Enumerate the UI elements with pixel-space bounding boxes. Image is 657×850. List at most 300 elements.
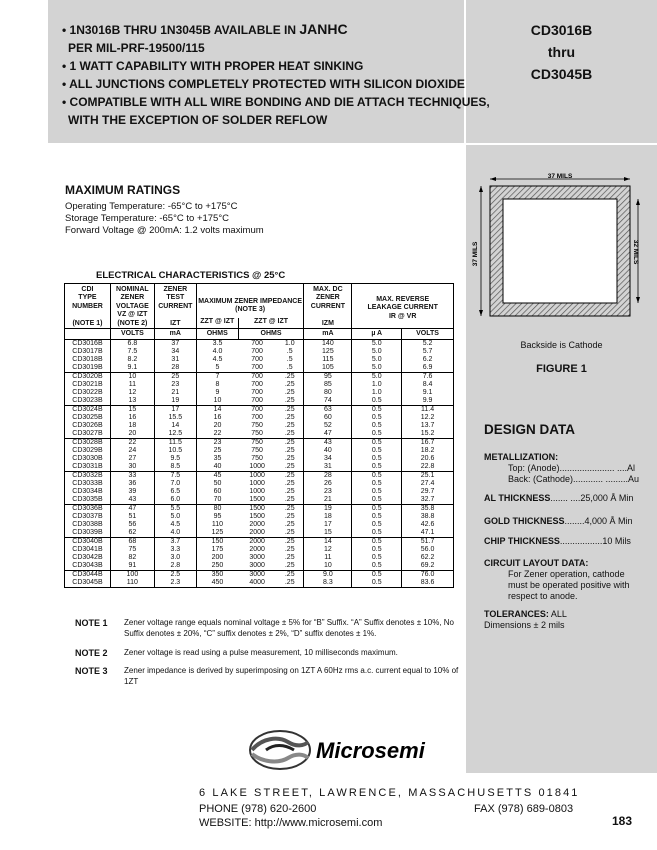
- cell-value: 25.1: [420, 472, 435, 480]
- cell-zzk: [238, 373, 276, 406]
- cell-value: 7.5: [127, 348, 138, 356]
- cell-value: .25: [284, 463, 295, 471]
- cell-value: 74: [323, 397, 332, 405]
- cell-value: 15: [323, 529, 332, 537]
- cell-value: 37: [171, 340, 180, 348]
- cell-value: 3000: [249, 562, 265, 570]
- cell-vz: [110, 505, 154, 538]
- cell-value: 13.7: [420, 422, 435, 430]
- arrow-icon: [490, 177, 496, 181]
- cell-value: 125: [211, 529, 224, 537]
- cell-value: 4.5: [170, 521, 181, 529]
- cell-value: 27: [128, 455, 137, 463]
- part-from: CD3016B: [530, 22, 593, 38]
- cell-value: 62: [128, 529, 137, 537]
- cell-value: .25: [284, 480, 295, 488]
- cell-value: 8.3: [323, 579, 333, 587]
- cell-value: 15.5: [168, 414, 183, 422]
- cell-value: CD3033B: [72, 480, 103, 488]
- cell-zzt: [196, 340, 238, 373]
- cell-value: 0.5: [371, 397, 382, 405]
- cell-value: .25: [284, 389, 295, 397]
- cell-value: 23: [171, 381, 180, 389]
- feature-1: • 1N3016B THRU 1N3045B AVAILABLE IN: [62, 23, 297, 37]
- h-impedance: MAXIMUM ZENER IMPEDANCE (NOTE 3): [196, 284, 304, 318]
- metallization: [484, 452, 652, 485]
- u-ohms: OHMS: [196, 329, 238, 340]
- cell-value: 47: [323, 430, 332, 438]
- cell-zzt: [196, 439, 238, 472]
- cell-value: 25: [213, 447, 222, 455]
- cell-value: .25: [284, 513, 295, 521]
- cell-value: 0.5: [371, 521, 382, 529]
- cell-value: 43: [323, 439, 332, 447]
- cell-value: 2000: [249, 538, 265, 546]
- figure-caption: FIGURE 1: [536, 363, 587, 375]
- cell-value: CD3045B: [72, 579, 103, 587]
- cell-value: 12: [128, 389, 137, 397]
- cell-value: CD3037B: [72, 513, 103, 521]
- feature-1-janhc: JANHC: [299, 21, 348, 37]
- cell-value: CD3017B: [72, 348, 103, 356]
- cell-value: 7: [215, 373, 220, 381]
- cell-value: 1000: [249, 463, 265, 471]
- cell-value: 0.5: [371, 546, 382, 554]
- cell-value: 82: [128, 554, 137, 562]
- cell-vz: [110, 538, 154, 571]
- h-test: ZENER TEST CURRENT IZT: [154, 284, 196, 329]
- cell-value: CD3016B: [72, 340, 103, 348]
- cell-value: 68: [128, 538, 137, 546]
- cell-value: 20: [213, 422, 222, 430]
- cell-value: CD3023B: [72, 397, 103, 405]
- cell-value: .25: [284, 529, 295, 537]
- cell-value: 15.2: [420, 430, 435, 438]
- al-thickness: AL THICKNESS....... ....25,000 Å Min: [484, 493, 634, 503]
- cell-value: CD3043B: [72, 562, 103, 570]
- table-row-group: [65, 406, 454, 439]
- cell-value: 350: [211, 571, 224, 579]
- cell-vr: [402, 538, 454, 571]
- cell-value: 76.0: [420, 571, 435, 579]
- cell-value: 26: [323, 480, 332, 488]
- cell-value: 4.0: [170, 529, 181, 537]
- cell-value: 0.5: [371, 505, 382, 513]
- cell-value: 150: [211, 538, 224, 546]
- cell-value: 2000: [249, 546, 265, 554]
- cell-value: 52: [323, 422, 332, 430]
- cell-ir: [352, 472, 402, 505]
- cell-value: 175: [211, 546, 224, 554]
- cell-value: CD3028B: [72, 439, 103, 447]
- cell-value: 1500: [249, 513, 265, 521]
- cell-value: CD3018B: [72, 356, 103, 364]
- cell-value: .25: [284, 472, 295, 480]
- cell-value: CD3044B: [72, 571, 103, 579]
- cell-value: 0.5: [371, 529, 382, 537]
- cell-zzk: [238, 505, 276, 538]
- cell-izm: [304, 505, 352, 538]
- cell-value: 6.5: [170, 488, 181, 496]
- cell-value: 700: [251, 406, 263, 414]
- cell-value: 250: [211, 562, 224, 570]
- cell-izk: [276, 340, 304, 373]
- feature-2: • 1 WATT CAPABILITY WITH PROPER HEAT SINKING: [62, 59, 364, 73]
- cell-izm: [304, 538, 352, 571]
- cell-value: CD3020B: [72, 373, 103, 381]
- cell-value: .25: [284, 505, 295, 513]
- footer-phone: PHONE (978) 620-2600: [199, 803, 317, 815]
- backside-note: Backside is Cathode: [520, 340, 603, 350]
- cell-value: 0.5: [371, 480, 382, 488]
- cell-izk: [276, 439, 304, 472]
- cell-value: 3.0: [170, 554, 181, 562]
- dim-right-label: 32 MILS: [632, 239, 639, 265]
- cell-value: 27.4: [420, 480, 435, 488]
- cell-value: 22.8: [420, 463, 435, 471]
- cell-value: 0.5: [371, 571, 382, 579]
- feature-1b: PER MIL-PRF-19500/115: [68, 41, 205, 55]
- cell-zzk: [238, 406, 276, 439]
- cell-vz: [110, 571, 154, 588]
- cell-value: 2000: [249, 521, 265, 529]
- note-2-text: Zener voltage is read using a pulse measurement, 10 milliseconds maximum.: [124, 648, 398, 657]
- cell-value: CD3032B: [72, 472, 103, 480]
- cell-value: 16: [213, 414, 222, 422]
- cell-value: 18: [128, 422, 137, 430]
- cell-vr: [402, 505, 454, 538]
- cell-value: 31: [171, 356, 180, 364]
- cell-value: 1.0: [284, 340, 295, 348]
- cell-value: 19: [323, 505, 332, 513]
- metal-top: Top: (Anode)...................... ....Al: [508, 463, 636, 473]
- cell-value: 6.2: [422, 356, 433, 364]
- cell-value: 40: [323, 447, 332, 455]
- cell-value: 700: [251, 340, 263, 348]
- cell-value: 3.5: [212, 340, 223, 348]
- cell-type: [65, 505, 111, 538]
- cell-value: CD3024B: [72, 406, 103, 414]
- cell-vr: [402, 472, 454, 505]
- cell-vr: [402, 406, 454, 439]
- arrow-icon: [636, 297, 640, 303]
- cell-value: 31: [323, 463, 332, 471]
- cell-value: .5: [286, 356, 293, 364]
- cell-value: 7.5: [170, 472, 181, 480]
- cell-value: 5.0: [371, 340, 382, 348]
- cell-value: 47: [128, 505, 137, 513]
- cell-value: 11.4: [421, 406, 435, 414]
- cell-value: 20: [128, 430, 137, 438]
- cell-value: 17: [171, 406, 180, 414]
- cell-value: .25: [284, 430, 295, 438]
- cell-value: CD3031B: [72, 463, 103, 471]
- cell-value: 8.5: [170, 463, 181, 471]
- cell-value: 36: [128, 480, 137, 488]
- cell-value: 16: [128, 414, 137, 422]
- cell-value: 0.5: [371, 447, 382, 455]
- metal-back: Back: (Cathode)............ .........Au: [508, 474, 640, 484]
- table-title: ELECTRICAL CHARACTERISTICS @ 25°C: [96, 270, 286, 281]
- microsemi-logo: [248, 728, 448, 772]
- cell-value: 80: [213, 505, 222, 513]
- cell-value: 5.0: [371, 373, 382, 381]
- table-row-group: [65, 373, 454, 406]
- cell-zzt: [196, 472, 238, 505]
- cell-value: 18: [323, 513, 332, 521]
- cell-value: 1000: [249, 472, 265, 480]
- cell-value: CD3041B: [72, 546, 103, 554]
- cell-izk: [276, 571, 304, 588]
- cell-value: 4000: [249, 579, 265, 587]
- h-dc: MAX. DC ZENER CURRENT IZM: [304, 284, 352, 329]
- cell-value: 115: [322, 356, 334, 364]
- cell-value: 3000: [249, 571, 265, 579]
- cell-value: 29.7: [420, 488, 435, 496]
- cell-value: 110: [126, 579, 138, 587]
- cell-izm: [304, 340, 352, 373]
- note-1-key: NOTE 1: [75, 618, 108, 628]
- cell-value: 51.7: [420, 538, 435, 546]
- cell-type: [65, 373, 111, 406]
- cell-value: CD3022B: [72, 389, 103, 397]
- cell-value: 2000: [249, 529, 265, 537]
- cell-value: 6.0: [170, 496, 181, 504]
- cell-zzt: [196, 571, 238, 588]
- cell-value: .25: [284, 381, 295, 389]
- cell-value: 12: [323, 546, 332, 554]
- table-row-group: [65, 340, 454, 373]
- electrical-characteristics-table: [64, 283, 454, 588]
- table-row-group: [65, 538, 454, 571]
- cell-value: 14: [323, 538, 332, 546]
- cell-vr: [402, 439, 454, 472]
- cell-value: CD3026B: [72, 422, 103, 430]
- table-row-group: [65, 472, 454, 505]
- cell-value: 1.0: [371, 381, 382, 389]
- cell-vz: [110, 472, 154, 505]
- arrow-icon: [624, 177, 630, 181]
- cell-zzt: [196, 538, 238, 571]
- tolerances: TOLERANCES: ALL Dimensions ± 2 mils: [484, 609, 652, 631]
- cell-value: 750: [251, 447, 263, 455]
- cell-value: CD3039B: [72, 529, 103, 537]
- tol-text: Dimensions ± 2 mils: [484, 620, 565, 630]
- cell-value: 0.5: [371, 562, 382, 570]
- cell-zzt: [196, 406, 238, 439]
- cell-value: 28: [323, 472, 332, 480]
- cell-value: 10: [128, 373, 137, 381]
- cell-value: 5.0: [371, 364, 382, 372]
- cell-value: 47.1: [420, 529, 435, 537]
- cell-value: 16.7: [420, 439, 435, 447]
- feature-4: • COMPATIBLE WITH ALL WIRE BONDING AND DIE ATTACH TECHNIQUES,: [62, 95, 490, 109]
- cell-value: 10.5: [168, 447, 183, 455]
- cell-value: 5.0: [371, 348, 382, 356]
- cell-izk: [276, 373, 304, 406]
- cell-value: 100: [126, 571, 139, 579]
- cell-vz: [110, 406, 154, 439]
- cell-value: 21: [171, 389, 180, 397]
- cell-value: 0.5: [371, 422, 382, 430]
- cell-value: 40: [213, 463, 222, 471]
- cell-value: 700: [251, 397, 263, 405]
- cell-value: 28: [171, 364, 180, 372]
- cell-value: 70: [213, 496, 222, 504]
- table-row-group: [65, 505, 454, 538]
- cell-izt: [154, 505, 196, 538]
- cell-ir: [352, 439, 402, 472]
- cell-value: 1500: [249, 496, 265, 504]
- cell-value: CD3027B: [72, 430, 103, 438]
- table-row-group: [65, 439, 454, 472]
- cell-value: 22: [213, 430, 222, 438]
- cell-value: 1.0: [371, 389, 382, 397]
- cell-ir: [352, 373, 402, 406]
- table-body: [65, 340, 454, 588]
- cell-value: CD3038B: [72, 521, 103, 529]
- cell-vz: [110, 373, 154, 406]
- cell-izm: [304, 472, 352, 505]
- cell-value: 18.2: [420, 447, 435, 455]
- footer-website[interactable]: WEBSITE: http://www.microsemi.com: [199, 817, 383, 829]
- cell-izt: [154, 571, 196, 588]
- cell-value: 700: [251, 414, 263, 422]
- cell-ir: [352, 571, 402, 588]
- cell-value: 20.6: [420, 455, 435, 463]
- max-ratings-title: MAXIMUM RATINGS: [65, 183, 181, 197]
- cell-izt: [154, 472, 196, 505]
- cell-value: 0.5: [371, 406, 382, 414]
- cell-value: 0.5: [371, 538, 382, 546]
- cell-value: 23: [213, 439, 222, 447]
- cell-value: 35: [213, 455, 222, 463]
- cell-value: 10: [323, 562, 332, 570]
- cell-value: CD3040B: [72, 538, 103, 546]
- tol-label: TOLERANCES:: [484, 609, 549, 619]
- cell-value: 450: [211, 579, 224, 587]
- cell-ir: [352, 538, 402, 571]
- dim-left-label: 37 MILS: [472, 241, 479, 267]
- cell-value: 105: [322, 364, 334, 372]
- cell-zzk: [238, 571, 276, 588]
- cell-value: 12.5: [168, 430, 183, 438]
- cell-value: CD3036B: [72, 505, 103, 513]
- cell-izt: [154, 340, 196, 373]
- cell-value: 34: [323, 455, 332, 463]
- cell-value: 35.8: [420, 505, 435, 513]
- cell-value: 1500: [249, 505, 265, 513]
- cell-value: .25: [284, 455, 295, 463]
- cell-value: 2.8: [170, 562, 181, 570]
- cell-value: 8.4: [422, 381, 433, 389]
- cell-value: 9.1: [127, 364, 138, 372]
- cell-value: .25: [284, 406, 295, 414]
- cell-vz: [110, 439, 154, 472]
- cell-value: 11: [324, 554, 332, 562]
- cell-value: 25: [171, 373, 180, 381]
- cell-value: 750: [251, 439, 263, 447]
- cell-value: 9.5: [170, 455, 181, 463]
- page-number: 183: [612, 814, 633, 828]
- note-1-text: Zener voltage range equals nominal voltage ± 5% for “B” Suffix. “A” Suffix denotes ± 10%, No Suffix denotes ± 20%, “C” suffix denotes ± 2%, “D” suffix denotes ± 1%.: [124, 618, 454, 638]
- gold-thickness: GOLD THICKNESS........4,000 Å Min: [484, 516, 633, 526]
- cell-value: 15: [128, 406, 137, 414]
- cell-value: 700: [251, 356, 263, 364]
- chip-thickness: CHIP THICKNESS.................10 Mils: [484, 536, 631, 546]
- u-ma2: mA: [304, 329, 352, 340]
- cell-izm: [304, 373, 352, 406]
- cell-value: 0.5: [371, 463, 382, 471]
- cell-value: .25: [284, 554, 295, 562]
- cell-value: 700: [251, 389, 263, 397]
- cell-izm: [304, 439, 352, 472]
- cell-ir: [352, 505, 402, 538]
- cell-value: 32.7: [420, 496, 435, 504]
- cell-value: 9.9: [422, 397, 433, 405]
- cell-value: 0.5: [371, 472, 382, 480]
- note-3-text: Zener impedance is derived by superimposing on 1ZT A 60Hz rms a.c. current equal to 10% of 1ZT: [124, 666, 459, 686]
- cell-value: 0.5: [371, 488, 382, 496]
- cell-value: 69.2: [420, 562, 435, 570]
- u-ohms2: OHMS: [238, 329, 304, 340]
- cell-izm: [304, 571, 352, 588]
- cell-value: 7.0: [170, 480, 181, 488]
- cell-value: 0.5: [371, 513, 382, 521]
- max-ratings: [65, 201, 264, 237]
- h-reverse: MAX. REVERSE LEAKAGE CURRENT IR @ VR: [352, 284, 454, 329]
- cell-value: CD3021B: [72, 381, 103, 389]
- note-2-key: NOTE 2: [75, 648, 108, 658]
- cell-value: 39: [128, 488, 137, 496]
- cell-value: 9.1: [422, 389, 433, 397]
- cell-value: 24: [128, 447, 137, 455]
- cell-value: .25: [284, 562, 295, 570]
- u-volts: VOLTS: [110, 329, 154, 340]
- cell-value: 1000: [249, 488, 265, 496]
- cell-value: .25: [284, 538, 295, 546]
- cell-value: .25: [284, 546, 295, 554]
- cell-value: 60: [323, 414, 332, 422]
- cell-value: 34: [171, 348, 180, 356]
- cell-value: 42.6: [420, 521, 435, 529]
- cell-type: [65, 406, 111, 439]
- cell-value: 2.3: [170, 579, 181, 587]
- cell-ir: [352, 340, 402, 373]
- cell-value: 19: [171, 397, 180, 405]
- cell-value: 13: [128, 397, 137, 405]
- cell-value: CD3042B: [72, 554, 103, 562]
- cell-value: 700: [251, 373, 263, 381]
- cell-value: 95: [213, 513, 222, 521]
- h-zzt: ZZT @ IZT: [196, 318, 238, 329]
- cell-value: 4.5: [212, 356, 223, 364]
- cell-value: 80: [323, 389, 332, 397]
- h-zzk: ZZT @ IZT: [238, 318, 304, 329]
- cell-izt: [154, 373, 196, 406]
- cell-value: CD3029B: [72, 447, 103, 455]
- cell-value: 5: [215, 364, 220, 372]
- cell-value: 9: [215, 389, 220, 397]
- cell-value: .25: [284, 447, 295, 455]
- part-thru: thru: [547, 44, 576, 60]
- cell-vz: [110, 340, 154, 373]
- cell-value: 750: [251, 422, 263, 430]
- cell-izk: [276, 505, 304, 538]
- arrow-icon: [479, 186, 483, 192]
- cell-value: 8.2: [127, 356, 138, 364]
- cell-value: 14: [213, 406, 222, 414]
